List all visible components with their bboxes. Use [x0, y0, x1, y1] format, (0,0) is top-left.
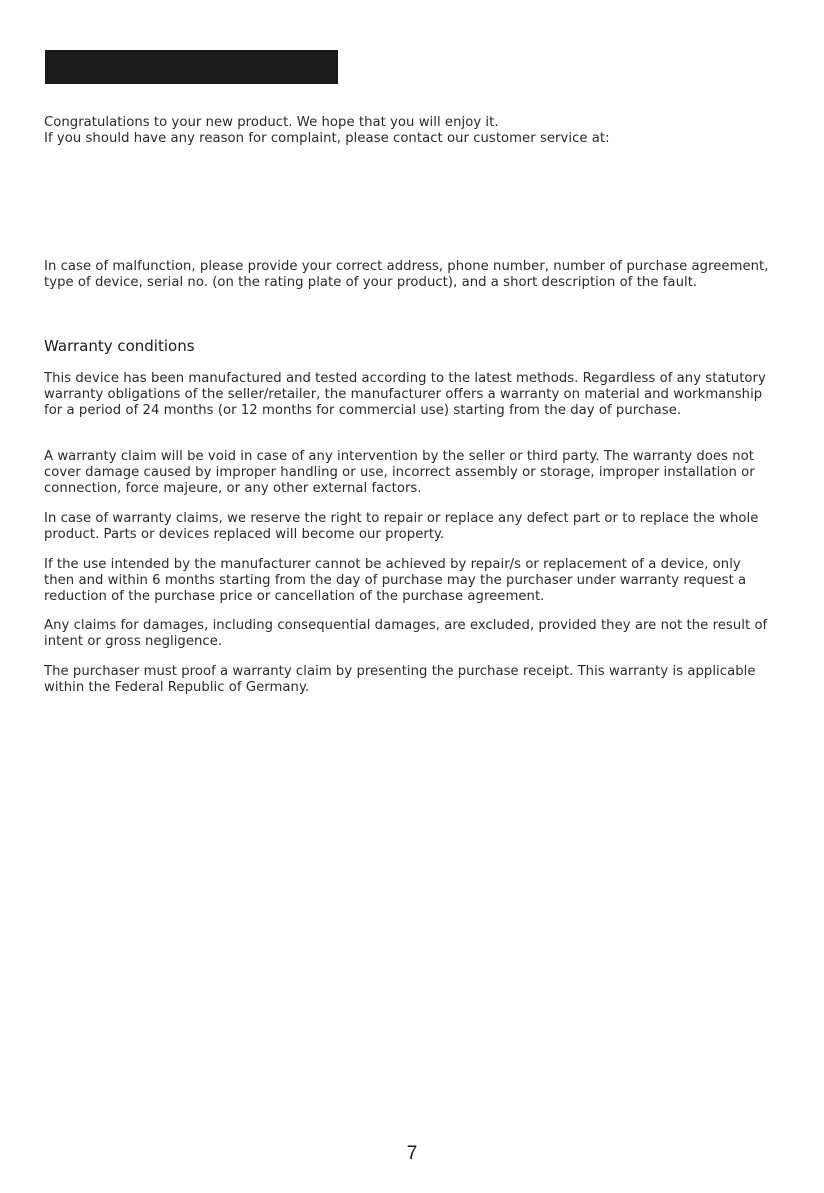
page-number: 7 [406, 1143, 418, 1164]
intro-line-1: Congratulations to your new product. We hope that you will enjoy it. [44, 115, 499, 130]
warranty-paragraph-1 [44, 371, 769, 418]
warranty-paragraph-3 [44, 511, 769, 543]
warranty-paragraph-6 [44, 664, 769, 696]
warranty-paragraph-text: This device has been manufactured and tested according to the latest methods. Regardless of any statutory warranty obligations of the seller/retailer, the manufacturer offers a warranty on material and workmanship for a period of 24 months (or 12 months for commercial use) starting from the day of purchase. [44, 371, 766, 418]
warranty-paragraph-5 [44, 618, 769, 650]
warranty-paragraph-text: Any claims for damages, including consequential damages, are excluded, provided they are not the result of intent or gross negligence. [44, 618, 768, 649]
warranty-paragraph-text: If the use intended by the manufacturer cannot be achieved by repair/s or replacement of a device, only then and within 6 months starting from the day of purchase may the purchaser under warranty request a reduction of the purchase price or cancellation of the purchase agreement. [44, 557, 747, 604]
warranty-paragraph-4 [44, 557, 769, 604]
intro-text [44, 115, 769, 147]
malfunction-text: In case of malfunction, please provide your correct address, phone number, number of purchase agreement, type of device, serial no. (on the rating plate of your product), and a short description of the fault. [44, 259, 769, 290]
header-bar [45, 50, 338, 84]
intro-line-2: If you should have any reason for complaint, please contact our customer service at: [44, 130, 610, 146]
warranty-heading: Warranty conditions [44, 337, 195, 355]
warranty-paragraph-text: A warranty claim will be void in case of any intervention by the seller or third party. The warranty does not cover damage caused by improper handling or use, incorrect assembly or storage, improper installation or connection, force majeure, or any other external factors. [44, 449, 755, 496]
warranty-paragraph-text: The purchaser must proof a warranty claim by presenting the purchase receipt. This warranty is applicable within the Federal Republic of Germany. [44, 664, 756, 695]
warranty-paragraph-2 [44, 449, 769, 496]
warranty-paragraph-text: In case of warranty claims, we reserve the right to repair or replace any defect part or to replace the whole product. Parts or devices replaced will become our property. [44, 511, 759, 542]
malfunction-paragraph [44, 259, 769, 291]
